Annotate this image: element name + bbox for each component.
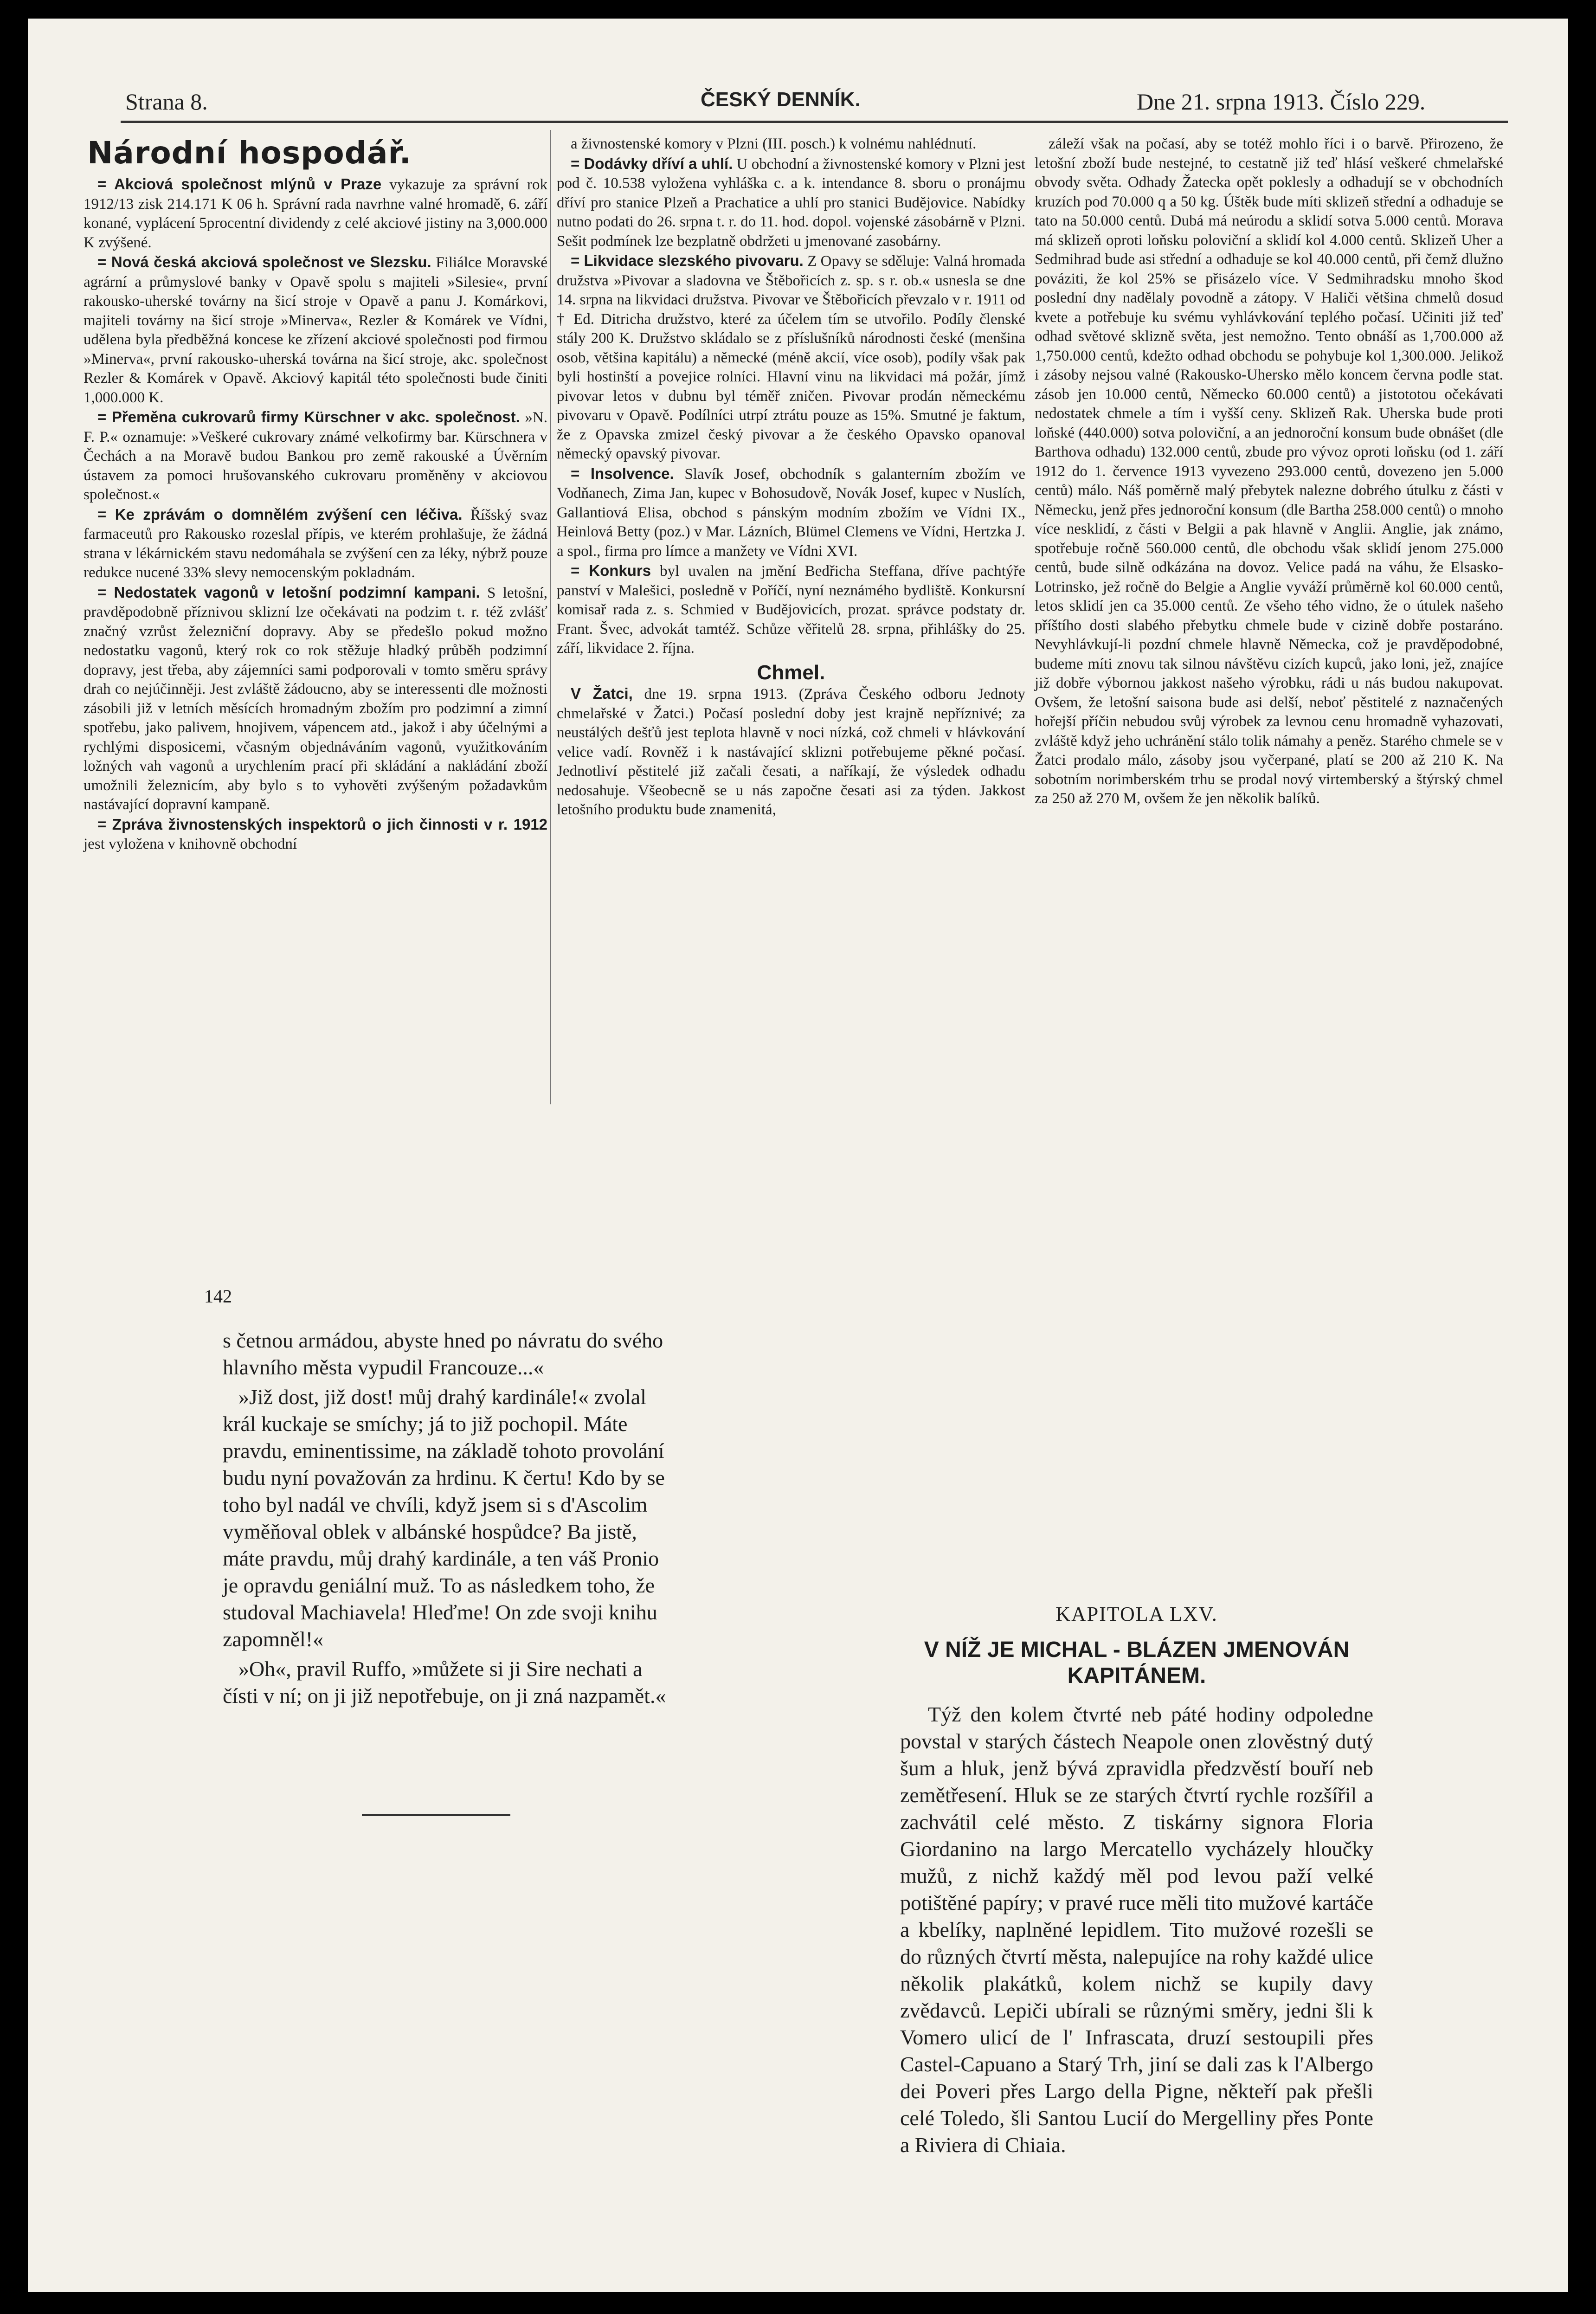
- article-text: Říšský svaz farmaceutů pro Rakousko rozeslal přípis, ve kterém prohlašuje, že žádná strana v lékárnickém stavu nedomáhala se zvýšení cen za léky, nýbrž pouze redukce nucené 33% slevy nemocenským pokladnám.: [84, 506, 547, 581]
- article-text: Filiálce Moravské agrární a průmyslové banky v Opavě spolu s majiteli »Silesie«, první rakousko-uherské továrny na šicí stroje v Opavě a panu J. Komárkovi, majiteli továrny na šicí stroje »Minerva«, Rezler & Komárek ve Vídni, udělena byla předběžná koncese ke zřízení akciové společnosti pod firmou »Minerva«, první rakousko-uherská továrna na šicí stroje, akc. společnost Rezler & Komárek v Opavě. Akciový kapitál této společnosti bude činiti 1,000.000 K.: [84, 254, 547, 406]
- chapter-number: KAPITOLA LXV.: [1055, 1603, 1218, 1625]
- article-heading: = Akciová společnost mlýnů v Praze: [97, 175, 382, 193]
- header-masthead: ČESKÝ DENNÍK.: [701, 88, 861, 111]
- article-paragraph: [557, 135, 1025, 154]
- article-heading: = Konkurs: [571, 562, 651, 579]
- article-paragraph: [84, 815, 547, 854]
- article-paragraph: [84, 505, 547, 583]
- page-number: 142: [204, 1286, 232, 1307]
- article-text: byl uvalen na jmění Bedřicha Steffana, dříve pachtýře panství v Malešici, posledně v Poříčí, nyní neznámého bydliště. Konkursní komisař rada z. s. Schmied v Budějovicích, prozat. správce podstaty dr. Frant. Švec, advokát tamtéž. Schůze věřitelů 28. srpna, přihlášky do 25. září, likvidace 2. října.: [557, 563, 1025, 657]
- column-3: [1035, 135, 1503, 809]
- column-subtitle: Chmel.: [757, 661, 825, 684]
- novel-end-rule: [362, 1814, 510, 1816]
- article-paragraph: [557, 251, 1025, 464]
- novel-right-column: [900, 1601, 1373, 2159]
- newspaper-page: [28, 19, 1568, 2292]
- section-title: Národní hospodář.: [87, 135, 412, 171]
- article-heading: = Zpráva živnostenských inspektorů o jich činnosti v r. 1912: [97, 815, 547, 833]
- column-separator: [550, 130, 551, 1104]
- header-rule: [121, 121, 1508, 123]
- article-heading: = Ke zprávám o domnělém zvýšení cen léčiva.: [97, 505, 463, 523]
- article-paragraph: [84, 252, 547, 407]
- article-heading: = Přeměna cukrovarů firmy Kürschner v akc. společnost.: [97, 408, 520, 425]
- article-paragraph: [84, 583, 547, 815]
- article-paragraph: [84, 174, 547, 252]
- article-paragraph: [557, 464, 1025, 561]
- article-text: záleží však na počasí, aby se totéž mohlo říci i o barvě. Přirozeno, že letošní zboží bude nestejné, to cestatně již teď hlásí veškeré chmelařské obvody světa. Odhady Žatecka opět poklesly a odhadují se v obchodních kruzích pod 70.000 q a 50 kg. Úštěk bude míti sklizeň střední a odhaduje se tato na 50.000 centů. Dubá má neúrodu a sklidí sotva 5.000 centů. Morava má sklizeň oproti loňsku poloviční a sklidí kol 4.000 centů. Sklizeň Uher a Sedmihrad bude asi střední a odhaduje se kol 40.000 centů, při čemž dlužno pováziti, že kol 25% se přisázelo více. V Sedmihradsku mnoho škod poslední dny nadělaly povodně a zátopy. V Haliči většina chmelů dosud kvete a potřebuje ku svému vyhlávkování teplého počasí. Učiniti již teď odhad světové sklizně světa, jest nemožno. Tento obnáší as 1,700.000 až 1,750.000 centů, kdežto odhad obchodu se pohybuje kol 1,300.000. Jelikož i zásoby nejsou valné (Rakousko-Uhersko mělo koncem června podle stat. zásob jen 10.000 centů, Německo 60.000 centů) a jistototou očekávati nedostatek chmele a tím i vyšší ceny. Sklizeň Rak. Uherska bude proti loňské (440.000) sotva poloviční, a an jednoroční konsum bude obnášet (dle Barthova odhadu) 132.000 centů, zbude pro vývoz oproti loňsku (od 1. září 1912 do 1. července 1913 vyvezeno 293.000 centů, dovezeno jen 5.000 centů) málo. Náš poměrně malý přebytek nalezne dobrého útulku z části v Německu, jenž přes jednoroční konsum (dle Bartha 258.000 centů) o mnoho více nesklidí, z části v Belgii a pak hlavně v Anglii. Anglie, jak známo, spotřebuje ročně 560.000 centů, dle obchodu však sklidí jenom 275.000 centů, bude silně odkázána na dovoz. Velice padá na váhu, že Elsasko-Lotrinsko, jež ročně do Belgie a Anglie vyváží průměrně kol 60.000 centů, letos sklidí jen ca 35.000 centů. Ze všeho tého vidno, že o útulek našeho příštího dosti slabého přebytku chmele bude v cizině dobře postaráno. Nevyhlávkují-li pozdní chmele hlavně Německa, což je pravděpodobné, budeme míti znovu tak silnou návštěvu cizích kupců, jako loni, jež, znajíce již dobře výbornou jakkost našeho výrobku, rádi u nás budou nakupovat. Ovšem, že letošní saisona bude asi delší, neboť pěstitelé z naznačených hořejší příčin nebudou svůj výrobek za levnou cenu hromadně vyhazovati, zvláště když jeho uchránění stálo tolik námahy a peněz. Starého chmele se v Žatci prodalo málo, zásoby jsou vyčerpané, platí se 200 až 210 K. Na sobotním norimberském trhu se prodal nový virtemberský a štýrský chmel za 250 až 270 M, ovšem že jen několik balíků.: [1035, 135, 1503, 807]
- article-heading: = Insolvence.: [571, 464, 674, 482]
- header-date-issue: Dne 21. srpna 1913. Číslo 229.: [1137, 89, 1426, 115]
- article-paragraph: [557, 684, 1025, 820]
- article-heading: = Dodávky dříví a uhlí.: [571, 155, 733, 172]
- article-text: vykazuje za správní rok 1912/13 zisk 214.171 K 06 h. Správní rada navrhne valné hromadě, 6. září konané, vyplácení 5procentní dividendy z celé akciové jistiny na 3,000.000 K zvýšené.: [84, 176, 547, 251]
- article-paragraph: [557, 154, 1025, 251]
- header-page-label: Strana 8.: [125, 89, 208, 115]
- article-text: S letošní, pravděpodobně příznivou sklizní lze očekávati na podzim t. r. též zvlášť značný vzrůst železniční dopravy. Aby se předešlo pokud možno nedostatku vagonů, který rok co rok stěžuje hladký průběh podzimní dopravy, jest třeba, aby zájemníci sami podporovali v tomto směru správy drah co nejúčinněji. Jest zvláště žádoucno, aby se interessenti dle možnosti zásobili již v letních měsících hromadným zbožím pro podzimní a zimní spotřebu, jako palivem, hnojivem, vápencem atd., jakož i aby účelnými a rychlými disposicemi, včasným objednáváním vagonů, využitkováním ložných vah vagonů a urychlením prací při skládání a nakládání zboží umožnili železnicím, aby bylo s to vyhověti zvýšeným požadavkům nastávající dopravní kampaně.: [84, 584, 547, 813]
- article-text: U obchodní a živnostenské komory v Plzni jest pod č. 10.538 vyložena vyhláška c. a k. intendance 8. sboru o pronájmu dříví pro stanice Plzeň a Prachatice a uhlí pro stanici Budějovice. Nabídky nutno podati do 26. srpna t. r. do 11. hod. dopol. vojenské zásobárně v Plzni. Sešit podmínek lze bezplatně obdržeti u jmenované zasobárny.: [557, 155, 1026, 250]
- article-heading: = Likvidace slezského pivovaru.: [571, 252, 804, 269]
- article-heading: = Nová česká akciová společnost ve Slezsku.: [97, 253, 431, 271]
- chapter-text: Týž den kolem čtvrté neb páté hodiny odpoledne povstal v starých částech Neapole onen zlověstný dutý šum a hluk, jenž bývá zpravidla předzvěstí bouří neb zemětřesení. Hluk se ze starých čtvrtí rychle rozšířil a zachvátil celé město. Z tiskárny signora Floria Giordanino na largo Mercatello vycházely hloučky mužů, z nichž každý měl pod levou paží velké potištěné papíry; v pravé ruce měli tito mužové kartáče a kbelíky, naplněné lepidlem. Tito mužové rozešli se do různých čtvrtí města, nalepujíce na rohy každé ulice několik plakátků, kolem nichž se kupily davy zvědavců. Lepiči ubírali se různými směry, jedni šli k Vomero ulicí de l' Infrascata, druzí sestoupili přes Castel-Capuano a Starý Trh, jiní se dali zas k l'Albergo dei Poveri přes Largo della Pigne, někteří pak přešli celé Toledo, šli Santou Lucií do Mergelliny přes Ponte a Riviera di Chiaia.: [900, 1702, 1373, 2157]
- article-paragraph: [1035, 135, 1503, 809]
- article-paragraph: [84, 407, 547, 505]
- chapter-title: V NÍŽ JE MICHAL - BLÁZEN JMENOVÁN KAPITÁNEM.: [924, 1637, 1350, 1688]
- article-text: Z Opavy se sděluje: Valná hromada družstva »Pivovar a sladovna ve Štěbořicích z. sp. s r. ob.« usnesla se dne 14. srpna na likvidaci družstva. Pivovar ve Štěbořicích převzalo v r. 1911 od † Ed. Ditricha družstvo, které za účelem tím se utvořilo. Podíly členské stály 200 K. Družstvo skládalo se z příslušníků národnosti české (menšina osob, většina kapitálu) a německé (méně akcií, více osob), podíly však pak byli hostinští a povejice rolníci. Hlavní vinu na likvidaci má požár, jímž pivovar letos v dubnu byl téměř zničen. Pivovar prodán německému pivovaru v Opavě. Podílníci utrpí ztrátu pouze as 15%. Smutné je faktum, že z Opavska zmizel český pivovar a že českého Opavsko opanoval německý opavský pivovar.: [557, 253, 1026, 462]
- article-text: jest vyložena v knihovně obchodní: [84, 836, 297, 852]
- column-1: [84, 135, 547, 854]
- article-text: dne 19. srpna 1913. (Zpráva Českého odboru Jednoty chmelařské v Žatci.) Počasí poslední doby jest krajně nepříznivé; za neustálých dešťů jest teplota hlavně v noci nízká, což chmeli v hlávkování velice vadí. Rovněž i k nastávající sklizni potřebujeme pěkné počasí. Jednotliví pěstitelé již začali česati, a naříkají, že výsledek odhadu nedosahuje. Všeobecně se u nás započne česati asi za týden. Jakkost letošního produktu bude znamenitá,: [557, 686, 1025, 818]
- novel-paragraph: s četnou armádou, abyste hned po návratu do svého hlavního města vypudil Francouze...«: [223, 1328, 663, 1379]
- article-text: Slavík Josef, obchodník s galanterním zbožím ve Vodňanech, Zima Jan, kupec v Bohosudově, Novák Josef, kupec v Nuslích, Gallantiová Elisa, obchod s pánským modním zbožím ve Vídni IX., Heinlová Betty (poz.) v Mar. Lázních, Blümel Clemens ve Vídni, Hertzka J. a spol., firma pro límce a manžety ve Vídni XVI.: [557, 465, 1025, 560]
- article-text: a živnostenské komory v Plzni (III. posch.) k volnému nahlédnutí.: [571, 135, 977, 152]
- article-paragraph: [557, 561, 1025, 658]
- column-2: [557, 135, 1025, 820]
- novel-paragraph: »Oh«, pravil Ruffo, »můžete si ji Sire nechati a čísti v ní; on ji již nepotřebuje, on ji zná nazpamět.«: [223, 1657, 666, 1708]
- article-heading: V Žatci,: [571, 685, 633, 702]
- column-1-body: [84, 174, 547, 854]
- novel-paragraph: »Již dost, již dost! můj drahý kardinále!« zvolal král kuckaje se smíchy; já to již pochopil. Máte pravdu, eminentissime, na základě tohoto provolání budu nyní považován za hrdinu. K čertu! Kdo by se toho byl nadál ve chvíli, když jsem si s d'Ascolim vyměňoval oblek v albánské hospůdce? Ba jistě, máte pravdu, můj drahý kardinále, a ten váš Pronio je opravdu geniální muž. To as následkem toho, že studoval Machiavela! Hleďme! On zde svoji knihu zapomněl!«: [223, 1385, 665, 1651]
- article-text: »N. F. P.« oznamuje: »Veškeré cukrovary známé velkofirmy bar. Kürschnera v Čechách a na Moravě budou Bankou pro země rakouské a Úvěrním ústavem za pomoci hrušovanského cukrovaru proměněny v akciovou společnost.«: [84, 409, 547, 503]
- novel-left-column: [223, 1327, 668, 1712]
- article-heading: = Nedostatek vagonů v letošní podzimní kampani.: [97, 583, 480, 601]
